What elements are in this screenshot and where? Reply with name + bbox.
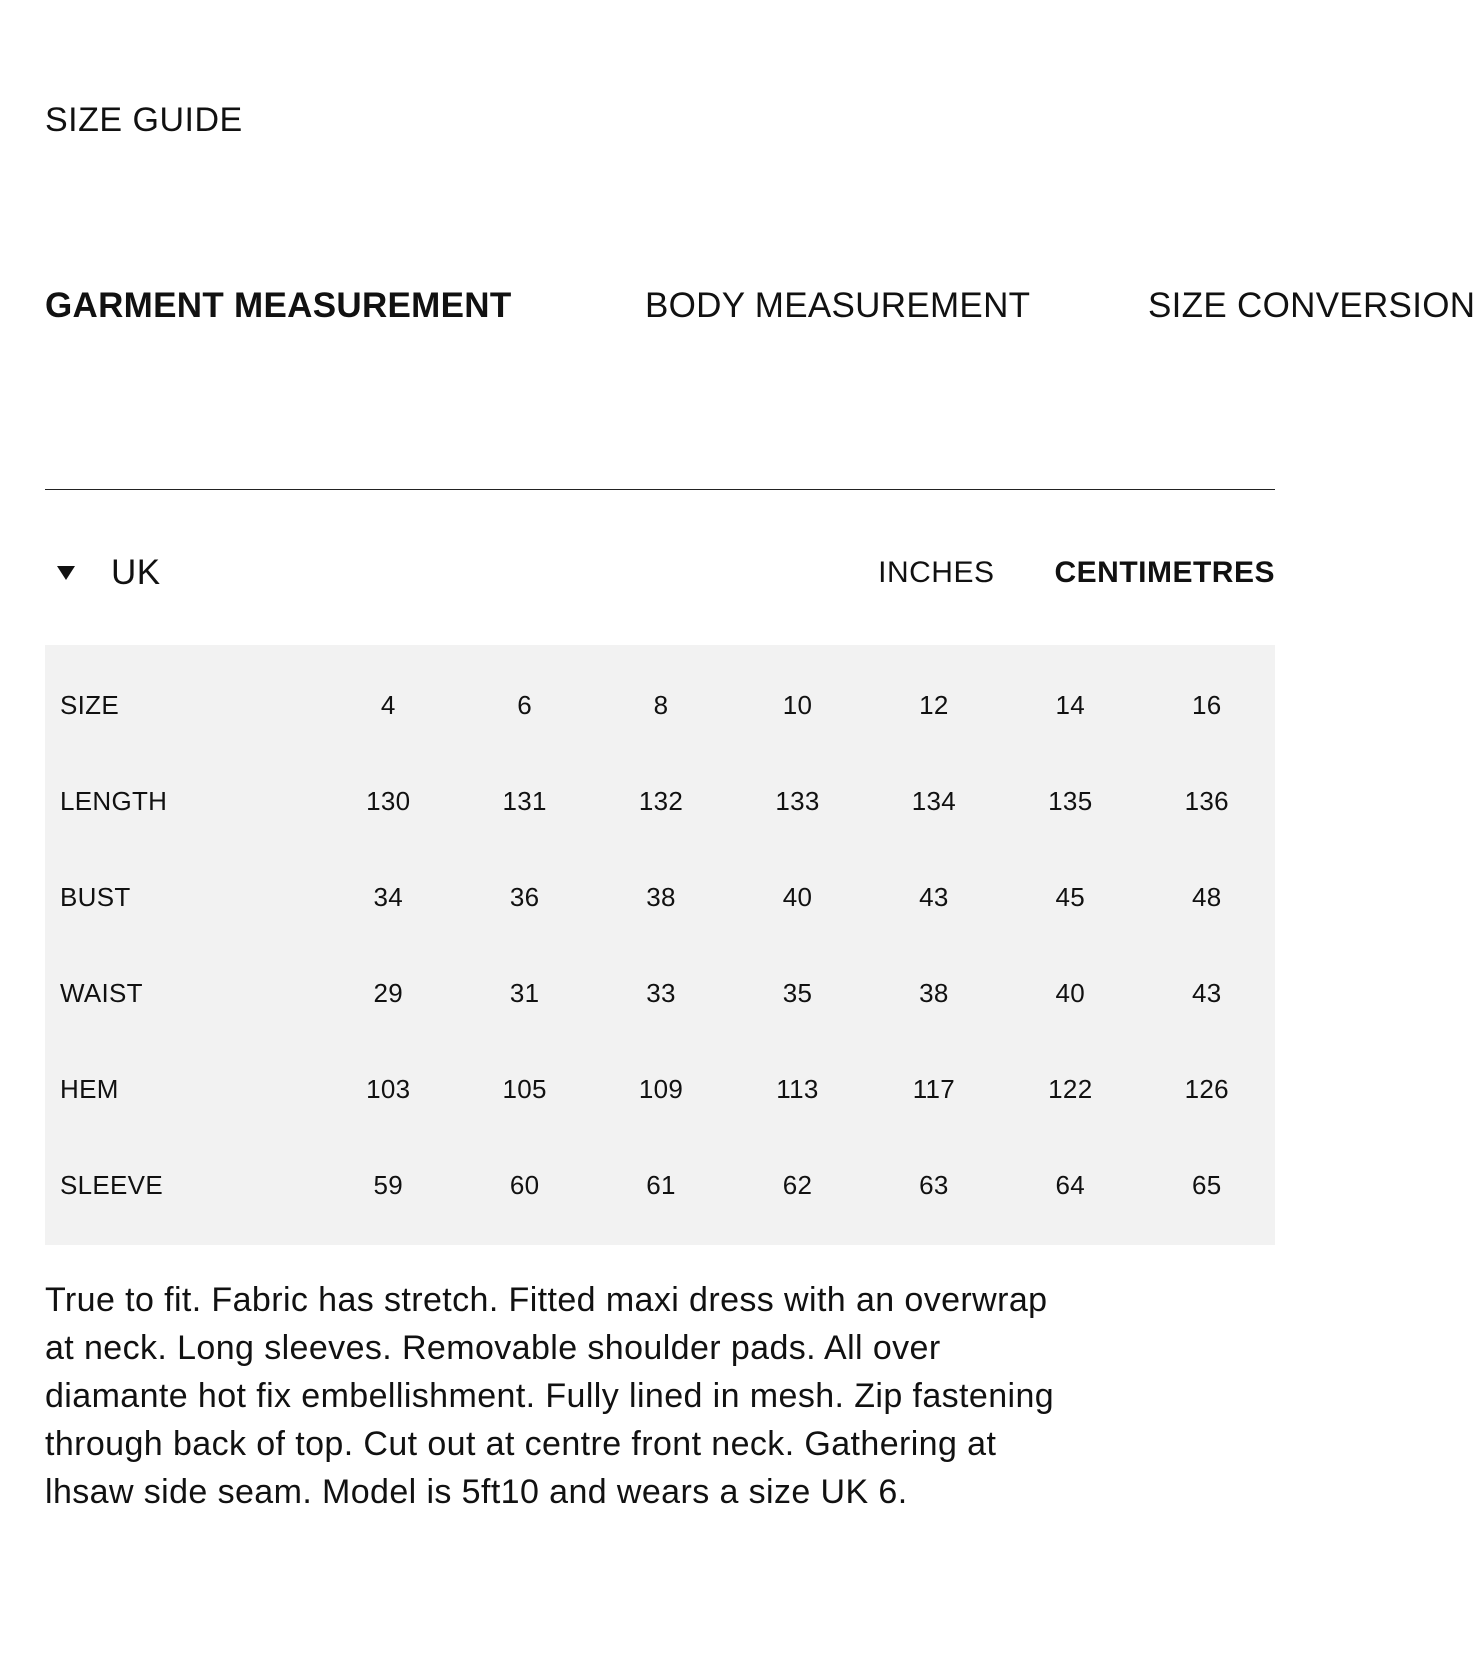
section-divider [45,489,1275,490]
table-cell: 60 [509,1169,540,1200]
size-table [45,645,1275,1245]
table-cell: 132 [638,785,684,816]
row-label: BUST [60,881,131,912]
table-cell: 14 [1055,689,1086,720]
table-cell: 64 [1055,1169,1086,1200]
table-cell: 38 [646,881,676,912]
table-cell: 103 [366,1073,411,1104]
table-cell: 38 [919,977,949,1008]
table-row-waist [45,945,1275,1041]
table-cell: 16 [1192,689,1222,720]
table-cell: 10 [782,689,813,720]
tab-size-conversion[interactable]: SIZE CONVERSION [1148,286,1475,325]
table-cell: 34 [373,881,403,912]
region-label: UK [111,553,161,592]
row-label: WAIST [60,977,143,1008]
table-cell: 130 [366,785,411,816]
table-cell: 113 [776,1073,819,1104]
caret-down-icon [57,566,75,580]
table-row-sleeve [45,1137,1275,1245]
table-cell: 43 [919,881,949,912]
table-cell: 122 [1048,1073,1093,1104]
table-cell: 117 [912,1073,956,1104]
table-cell: 133 [775,785,820,816]
table-cell: 36 [509,881,540,912]
row-label: HEM [60,1073,119,1104]
table-cell: 4 [380,689,396,720]
table-cell: 134 [911,785,957,816]
table-cell: 63 [919,1169,949,1200]
table-cell: 62 [782,1169,813,1200]
product-fit-description: True to fit. Fabric has stretch. Fitted maxi dress with an overwrap at neck. Long sleeves. Removable shoulder pads. All over diamante hot fix embellishment. Fully lined in mesh. Zip fastening through back of top. Cut out at centre front neck. Gathering at lhsaw side seam. Model is 5ft10 and wears a size UK 6. [45,1281,1055,1511]
tab-garment-measurement[interactable]: GARMENT MEASUREMENT [45,286,512,325]
table-cell: 109 [638,1073,684,1104]
unit-toggle [878,548,1275,598]
row-label: SLEEVE [60,1169,163,1200]
unit-inches-button[interactable]: INCHES [878,556,995,589]
table-cell: 65 [1192,1169,1222,1200]
table-cell: 12 [919,689,949,720]
page-title: SIZE GUIDE [45,101,243,139]
tab-body-measurement[interactable]: BODY MEASUREMENT [645,286,1031,325]
row-label: LENGTH [60,785,168,816]
table-cell: 29 [373,977,403,1008]
table-cell: 6 [517,689,533,720]
measurement-tabs [45,280,1475,332]
row-label: SIZE [60,689,119,720]
table-cell: 136 [1184,785,1229,816]
table-cell: 48 [1192,881,1222,912]
table-cell: 43 [1192,977,1222,1008]
table-cell: 35 [782,977,813,1008]
unit-centimetres-button[interactable]: CENTIMETRES [1054,556,1275,589]
table-cell: 61 [646,1169,676,1200]
table-row-bust [45,849,1275,945]
table-cell: 40 [782,881,813,912]
table-row-length [45,753,1275,849]
table-cell: 45 [1055,881,1086,912]
table-cell: 105 [502,1073,547,1104]
table-cell: 126 [1184,1073,1229,1104]
table-cell: 33 [646,977,676,1008]
table-cell: 31 [509,977,540,1008]
table-cell: 131 [502,785,547,816]
table-cell: 135 [1048,785,1093,816]
table-row-hem [45,1041,1275,1137]
table-cell: 8 [653,689,669,720]
table-row-size [45,645,1275,753]
table-cell: 40 [1055,977,1086,1008]
region-dropdown[interactable] [57,548,161,598]
table-cell: 59 [373,1169,403,1200]
